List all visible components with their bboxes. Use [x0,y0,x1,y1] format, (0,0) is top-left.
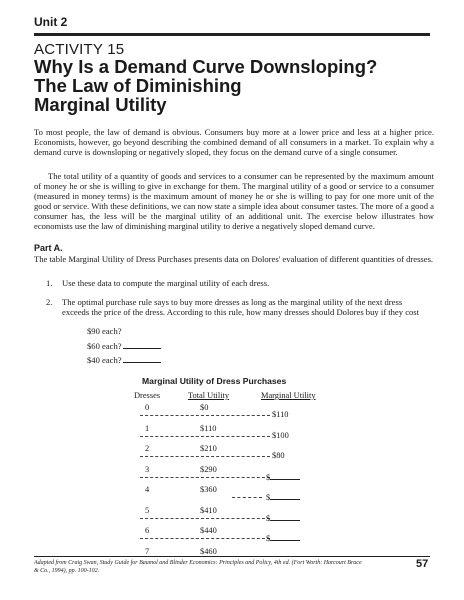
answer-line-90 [87,326,122,336]
marginal-utility-value: $80 [272,451,285,460]
intro-paragraph: To most people, the law of demand is obvious. Consumers buy more at a lower price and less at a higher price. Economists, however, go beyond describing the combined demand of all consumers in a market. To explain why a demand curve is downsloping or negatively sloped, they focus on the demand curve of a single consumer. [34,127,434,157]
marginal-utility-blank[interactable] [270,472,300,480]
answer-label: $90 each? [87,326,122,336]
column-header-marginal-utility: Marginal Utility [261,391,316,400]
marginal-utility-value: $ [266,534,271,543]
marginal-utility-value: $ [266,493,271,502]
table-cell-dresses: 2 [145,444,150,453]
marginal-utility-value: $ [266,513,271,523]
table-title: Marginal Utility of Dress Purchases [142,376,287,386]
marginal-utility-value: $100 [272,430,289,440]
table-cell-dresses: 5 [145,505,150,515]
page-title [34,57,434,114]
source-citation: Adapted from Craig Swan, Study Guide for Baumol and Blinder Economics: Principles and Policy, 4th ed. (Fort Worth: Harcourt Brace & Co., 1994), pp. 100-102. [34,560,362,574]
table-cell-dresses: 0 [145,403,150,412]
marginal-utility-cell[interactable] [266,472,300,482]
table-cell-dresses: 3 [145,464,150,474]
part-a-heading: Part A. [34,243,63,253]
question-text: Use these data to compute the marginal utility of each dress. [62,278,270,288]
marginal-utility-value: $ [266,472,271,482]
answer-blank[interactable] [123,340,161,349]
row-separator [140,518,270,519]
table-cell-total-utility: $0 [200,403,209,412]
table-cell-total-utility: $460 [200,546,217,556]
answer-label: $40 each? [87,355,122,365]
column-header-total-utility: Total Utility [188,391,230,400]
title-line: Marginal Utility [34,94,167,115]
row-separator [140,456,270,457]
marginal-utility-cell [272,410,288,419]
column-header-dresses: Dresses [134,391,161,400]
answer-label: $60 each? [87,341,122,351]
activity-label: ACTIVITY 15 [34,41,125,58]
table-cell-total-utility: $410 [200,505,217,515]
title-line: Why Is a Demand Curve Downsloping? [34,56,378,77]
row-separator [232,497,262,498]
title-line: The Law of Diminishing [34,75,242,96]
marginal-utility-blank[interactable] [270,513,300,521]
table-cell-total-utility: $360 [200,485,217,494]
table-cell-dresses: 7 [145,546,150,556]
question-number: 2. [46,297,53,307]
answer-line-40 [87,354,161,365]
part-a-intro: The table Marginal Utility of Dress Purchases presents data on Dolores' evaluation of different quantities of dresses. [34,254,434,264]
row-separator [140,436,270,437]
unit-label: Unit 2 [34,15,68,29]
marginal-utility-blank[interactable] [270,492,300,500]
marginal-utility-cell [272,431,289,440]
marginal-utility-cell[interactable] [266,533,300,543]
table-cell-dresses: 6 [145,526,150,535]
marginal-utility-blank[interactable] [270,533,300,541]
table-cell-total-utility: $290 [200,464,217,474]
row-separator [140,538,270,539]
row-separator [140,415,270,416]
marginal-utility-cell [272,451,285,460]
table-cell-total-utility: $440 [200,526,217,535]
header-rule [34,33,430,36]
question-text: The optimal purchase rule says to buy more dresses as long as the marginal utility of the next dress exceeds the price of the dress. According to this rule, how many dresses should Dolores buy if they cost [62,297,420,317]
marginal-utility-value: $110 [272,410,289,419]
row-separator [140,477,270,478]
table-cell-dresses: 1 [145,423,150,433]
definitions-paragraph: The total utility of a quantity of goods and services to a consumer can be represented by the maximum amount of money he or she is willing to give in exchange for them. The marginal utility of a good or service to a consumer (measured in money terms) is the maximum amount of money he or she is willing to pay for one more unit of the good or service. With these definitions, we can now state a simple idea about consumer tastes. The more of a good a consumer has, the less will be the marginal utility of an additional unit. The exercise below illustrates how economists use the law of diminishing marginal utility to derive a negatively sloped demand curve. [34,171,434,231]
table-cell-total-utility: $210 [200,444,217,453]
marginal-utility-cell[interactable] [266,513,300,523]
table-cell-total-utility: $110 [200,423,217,433]
table-cell-dresses: 4 [145,485,150,494]
answer-line-60 [87,340,161,351]
page-number: 57 [416,558,429,570]
answer-blank[interactable] [123,354,161,363]
marginal-utility-cell[interactable] [266,492,300,502]
question-number: 1. [46,278,53,288]
footer-rule [34,556,430,557]
